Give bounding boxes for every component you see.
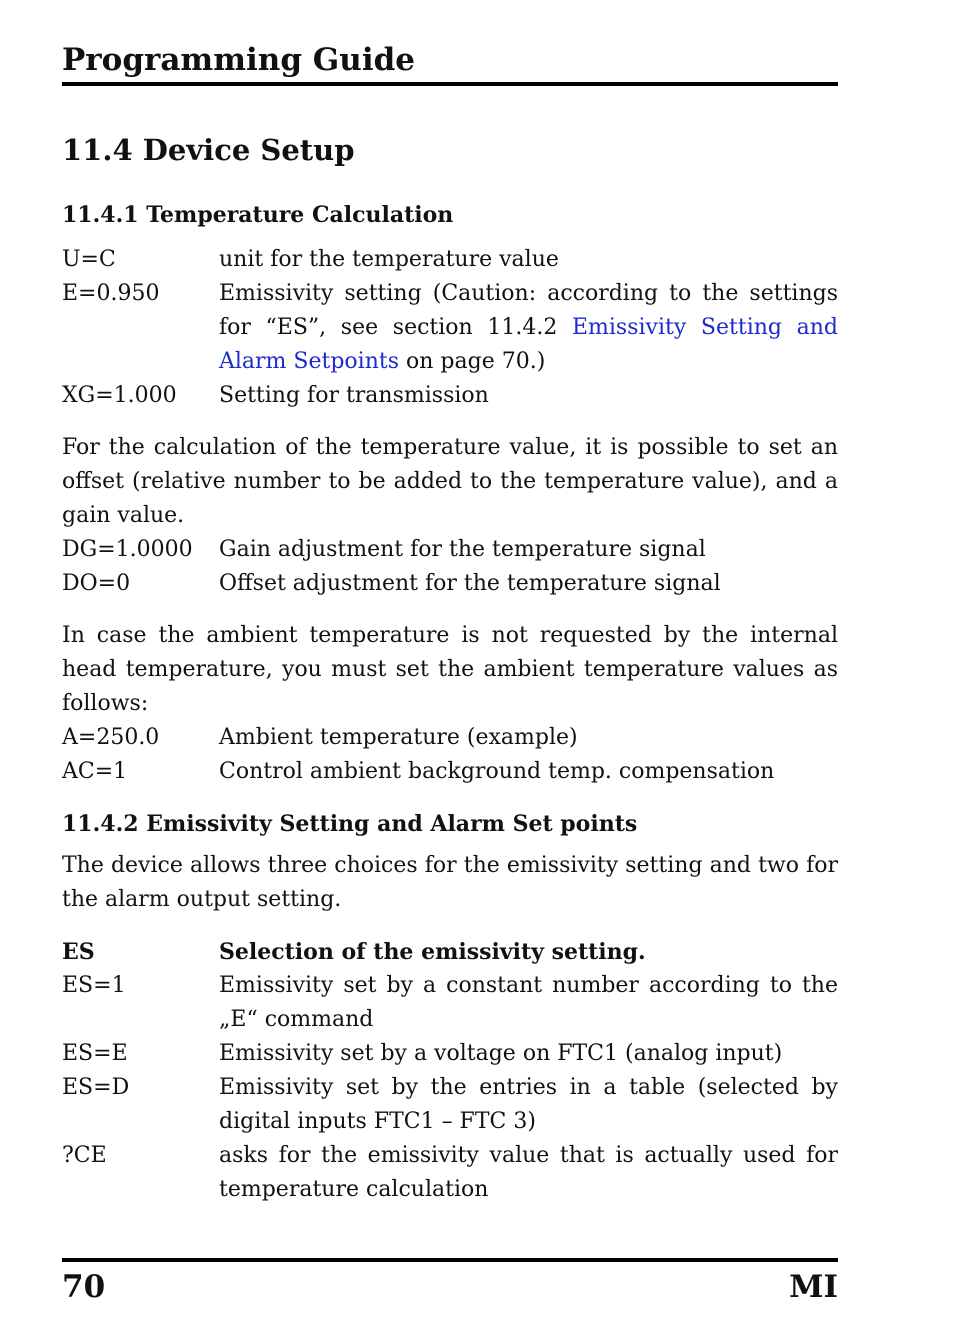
definition-key: ES=D: [62, 1075, 130, 1100]
definition-desc: Selection of the emissivity setting.: [219, 939, 646, 965]
definition-list-emissivity: [62, 935, 838, 1207]
definition-desc: Offset adjustment for the temperature signal: [219, 571, 721, 596]
definition-desc: Emissivity set by the entries in a table (selected by digital inputs FTC1 – FTC 3): [219, 1075, 838, 1134]
definition-list-ambient: [62, 721, 838, 789]
page-content: [62, 128, 838, 1207]
definition-desc: Control ambient background temp. compensation: [219, 759, 775, 784]
desc-text: on page 70.): [399, 349, 546, 374]
definition-key: A=250.0: [62, 725, 160, 750]
definition-desc: Setting for transmission: [219, 383, 489, 408]
paragraph-emissivity-intro: The device allows three choices for the emissivity setting and two for the alarm output setting.: [62, 853, 838, 912]
desc-text: Emissivity setting (Caution: according to the settings for “ES”, see section 11.4.2: [219, 281, 838, 340]
paragraph-offset-gain: For the calculation of the temperature value, it is possible to set an offset (relative number to be added to the temperature value), and a gain value.: [62, 435, 838, 528]
definition-desc: Gain adjustment for the temperature signal: [219, 537, 706, 562]
definition-key: ES: [62, 939, 95, 965]
definition-row: [62, 969, 838, 1037]
definition-desc: unit for the temperature value: [219, 247, 559, 272]
definition-key: ?CE: [62, 1143, 107, 1168]
definition-row: [62, 277, 838, 379]
page-footer: [62, 1258, 838, 1312]
paragraph-ambient: In case the ambient temperature is not requested by the internal head temperature, you must set the ambient temperature values as follows:: [62, 623, 838, 716]
definition-key: E=0.950: [62, 281, 160, 306]
definition-key: AC=1: [62, 759, 128, 784]
definition-key: ES=E: [62, 1041, 128, 1066]
definition-key: XG=1.000: [62, 383, 177, 408]
footer-label: MI: [789, 1269, 838, 1305]
page-number: 70: [62, 1269, 106, 1305]
header-title: Programming Guide: [62, 42, 415, 78]
definition-desc: [219, 277, 838, 379]
definition-key: U=C: [62, 247, 116, 272]
definition-row: [62, 755, 838, 789]
cross-reference-link[interactable]: Emissivity Setting and Alarm Setpoints: [219, 315, 838, 374]
definition-row: [62, 379, 838, 413]
section-title: 11.4 Device Setup: [62, 133, 355, 167]
definition-desc: Emissivity set by a voltage on FTC1 (analog input): [219, 1041, 783, 1066]
definition-list-temperature: [62, 243, 838, 413]
definition-key: ES=1: [62, 973, 126, 998]
definition-desc: Ambient temperature (example): [219, 725, 578, 750]
subsection-title-temperature: 11.4.1 Temperature Calculation: [62, 202, 454, 228]
definition-header-row: [62, 935, 838, 969]
definition-row: [62, 1071, 838, 1139]
definition-key: DG=1.0000: [62, 537, 193, 562]
definition-row: [62, 567, 838, 601]
definition-key: DO=0: [62, 571, 131, 596]
subsection-title-emissivity: 11.4.2 Emissivity Setting and Alarm Set points: [62, 811, 638, 837]
definition-row: [62, 1139, 838, 1207]
running-header: [62, 38, 838, 86]
definition-list-gain-offset: [62, 533, 838, 601]
definition-row: [62, 533, 838, 567]
definition-desc: Emissivity set by a constant number according to the „E“ command: [219, 973, 838, 1032]
definition-row: [62, 1037, 838, 1071]
definition-desc: asks for the emissivity value that is actually used for temperature calculation: [219, 1143, 838, 1202]
definition-row: [62, 243, 838, 277]
definition-row: [62, 721, 838, 755]
